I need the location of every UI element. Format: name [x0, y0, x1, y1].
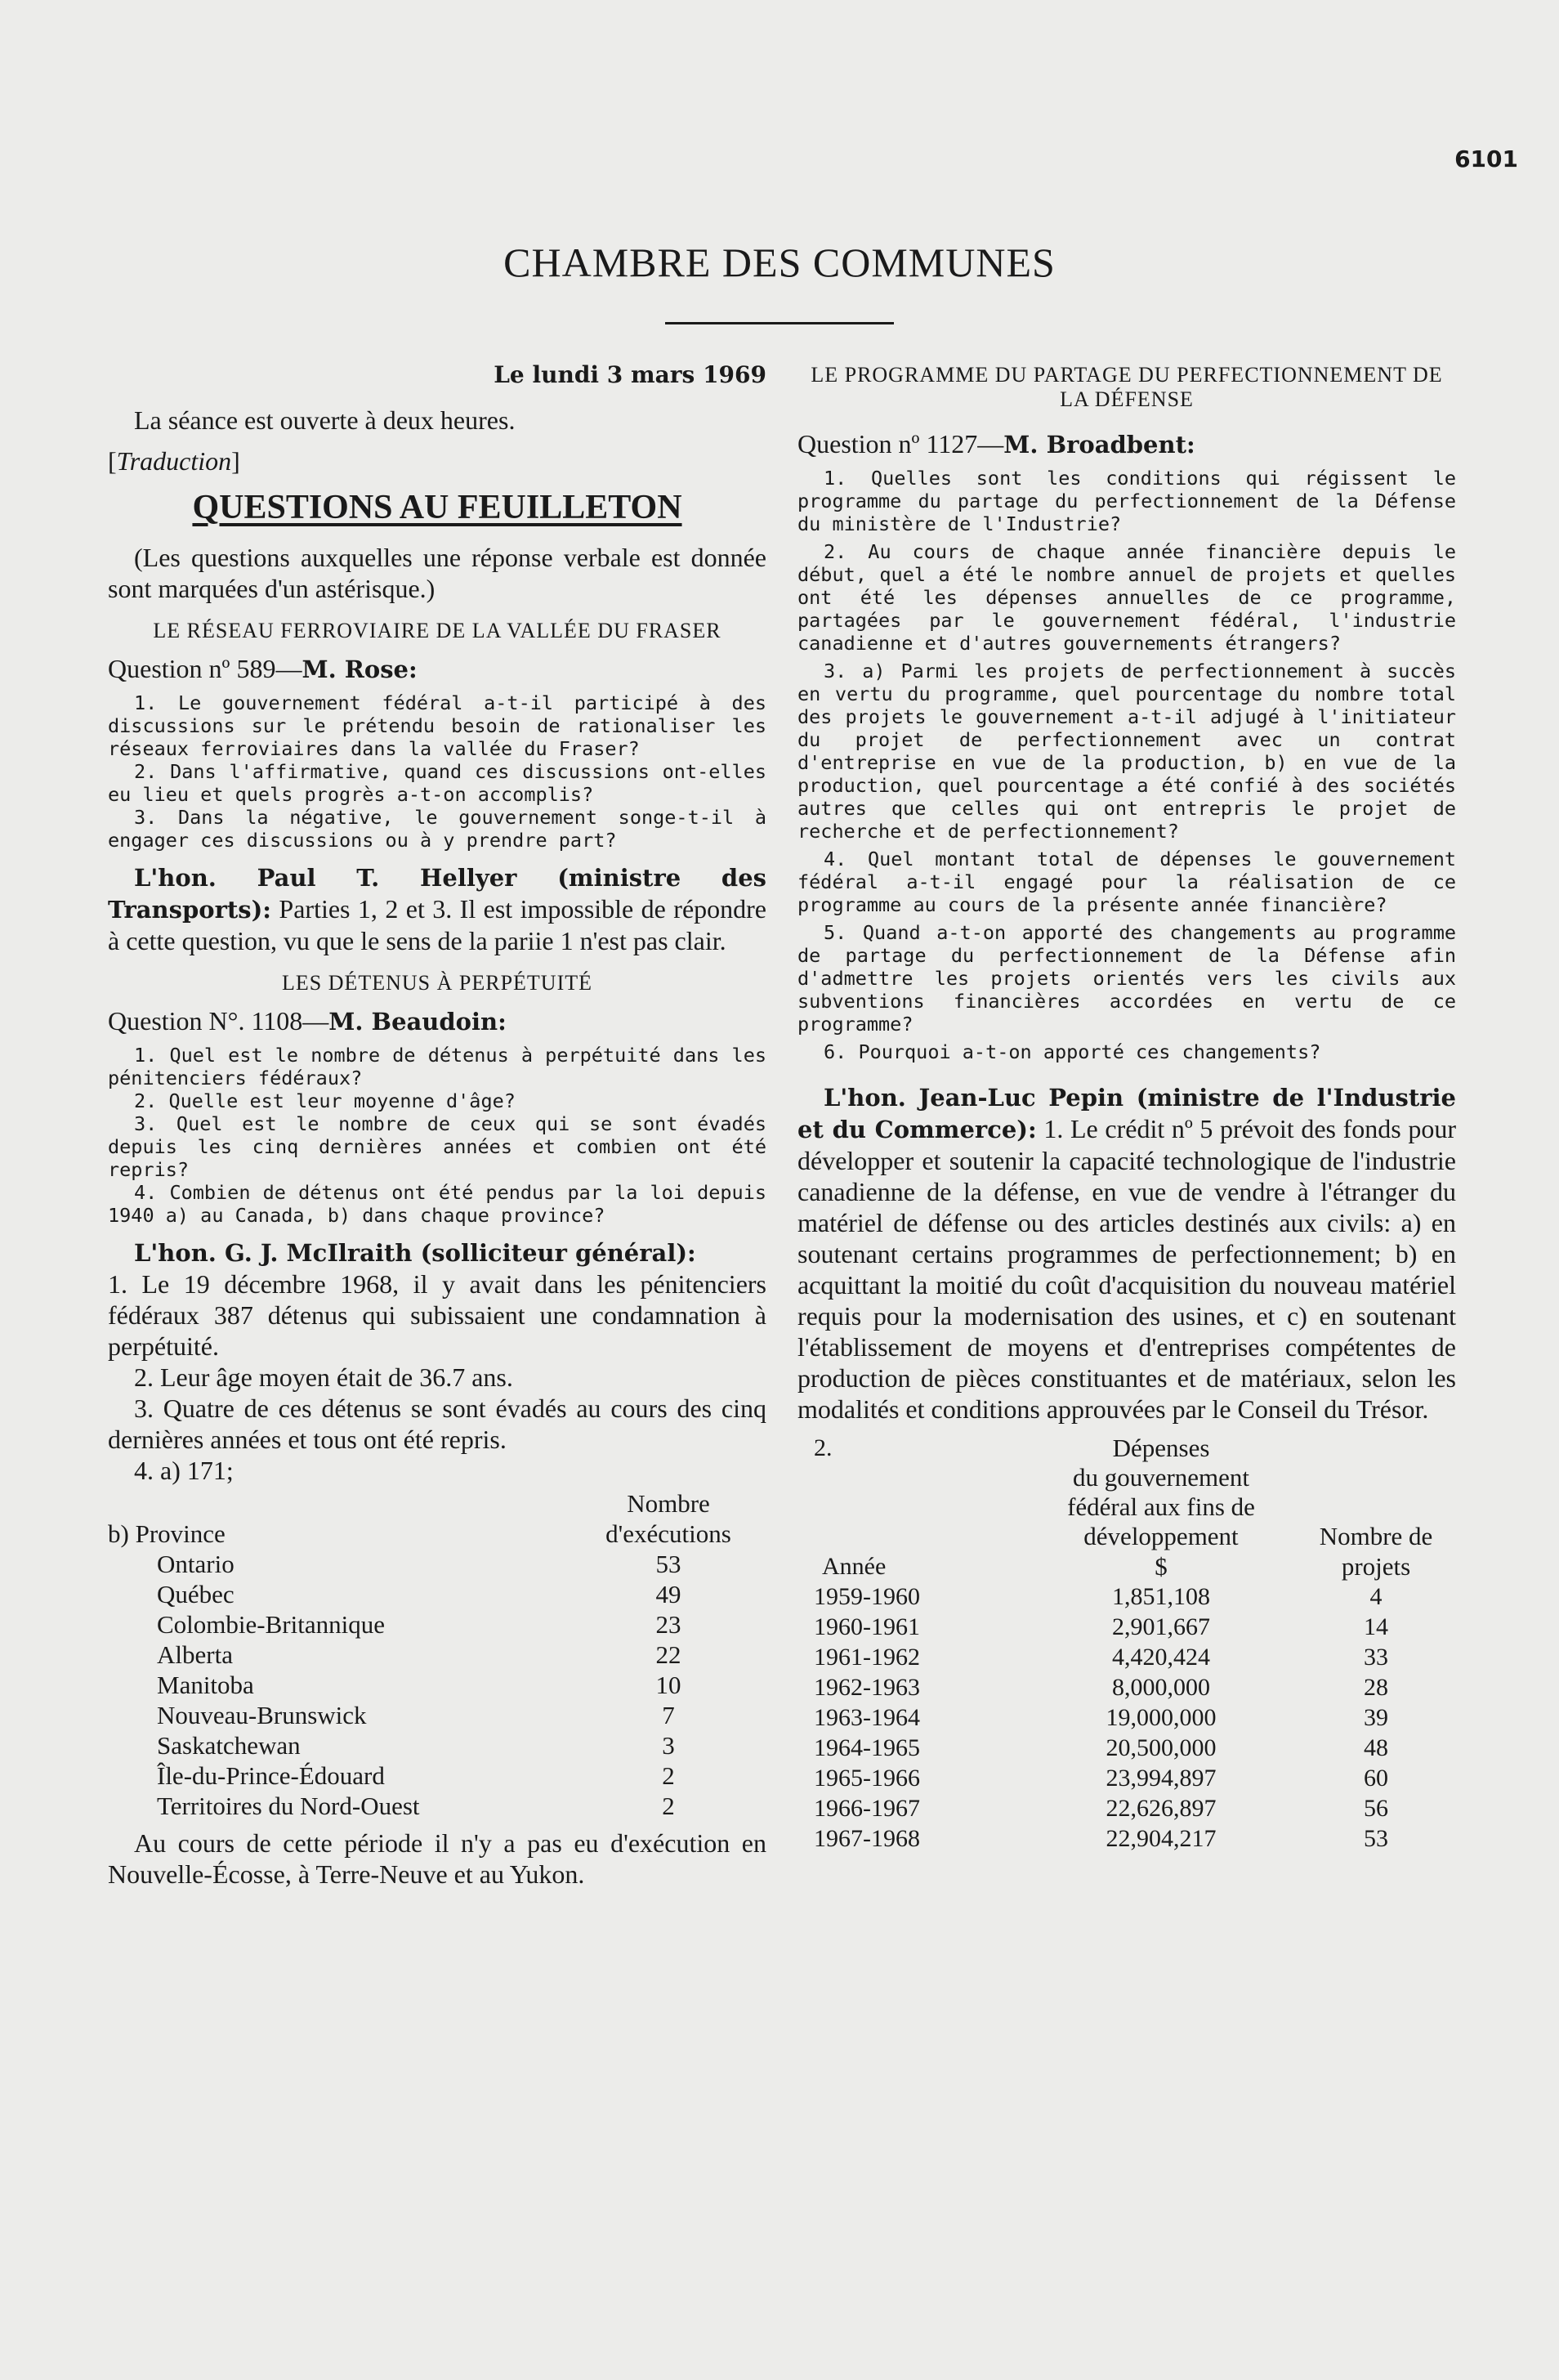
year-cell: 1963-1964 — [814, 1704, 920, 1731]
table-row — [108, 1549, 766, 1579]
q1108-answer-para: 1. Le 19 décembre 1968, il y avait dans les pénitenciers fédéraux 387 détenus qui subissaient une condamnation à perpétuité. — [108, 1269, 766, 1361]
q589-answer-text: Parties 1, 2 et 3. Il est impossible de répondre à cette question, vu que le sens de la pariie 1 n'est pas clair. — [108, 894, 766, 955]
amount-cell: 2,901,667 — [1112, 1613, 1210, 1640]
q1108-answer-speaker-line — [108, 1237, 766, 1268]
table-header-row — [797, 1522, 1456, 1551]
province-cell: Ontario — [157, 1550, 235, 1578]
table-row — [797, 1702, 1456, 1733]
q1127-items — [797, 467, 1456, 1063]
q589-item: 1. Le gouvernement fédéral a-t-il participé à des discussions sur le prétendu besoin de rationaliser les réseaux ferroviaires dans la vallée du Fraser? — [108, 691, 766, 760]
q1108-item: 4. Combien de détenus ont été pendus par la loi depuis 1940 a) au Canada, b) dans chaque province? — [108, 1181, 766, 1227]
section-title: QUESTIONS AU FEUILLETON — [192, 489, 682, 526]
q1108-item: 1. Quel est le nombre de détenus à perpétuité dans les pénitenciers fédéraux? — [108, 1044, 766, 1089]
left-column — [108, 356, 766, 1890]
q589-member: M. Rose: — [302, 655, 418, 683]
count-cell: 10 — [655, 1671, 681, 1699]
q589-items — [108, 691, 766, 852]
q589-label — [108, 653, 766, 685]
count-cell: 7 — [662, 1701, 675, 1729]
count-cell: 49 — [655, 1580, 681, 1608]
q1108-closing: Au cours de cette période il n'y a pas eu d'exécution en Nouvelle-Écosse, à Terre-Neuve et au Yukon. — [108, 1828, 766, 1889]
q1108-label — [108, 1005, 766, 1037]
table-header-cell: du gouvernement — [1072, 1463, 1250, 1492]
province-cell: Colombie-Britannique — [157, 1610, 385, 1639]
table-header-cell — [797, 1492, 1026, 1522]
development-table — [797, 1433, 1456, 1854]
table-header-cell: développement — [1083, 1522, 1239, 1550]
province-cell: Nouveau-Brunswick — [157, 1701, 367, 1729]
table-row — [108, 1791, 766, 1821]
year-cell: 1960-1961 — [814, 1613, 920, 1640]
projects-cell: 56 — [1364, 1795, 1388, 1822]
province-cell: Saskatchewan — [157, 1731, 301, 1760]
page-number: 6101 — [1454, 145, 1518, 172]
table-header-cell — [108, 1489, 570, 1519]
year-cell: 1959-1960 — [814, 1583, 920, 1610]
year-cell: 1966-1967 — [814, 1795, 920, 1822]
intro-note: (Les questions auxquelles une réponse verbale est donnée sont marquées d'un astérisque.) — [108, 543, 766, 603]
projects-cell: 53 — [1364, 1825, 1388, 1852]
q1108-heading: LES DÉTENUS À PERPÉTUITÉ — [281, 971, 593, 995]
table-header-cell: Année — [822, 1553, 887, 1580]
q589-heading: LE RÉSEAU FERROVIAIRE DE LA VALLÉE DU FRASER — [153, 619, 721, 642]
projects-cell: 4 — [1369, 1583, 1383, 1610]
q1127-answer-speaker: L'hon. Jean-Luc Pepin (ministre de l'Industrie et du Commerce): — [797, 1084, 1456, 1143]
q1108-number: Question N°. 1108— — [108, 1006, 329, 1036]
table-header-cell: Nombre de — [1319, 1522, 1433, 1550]
table-header-cell — [797, 1463, 1026, 1492]
amount-cell: 19,000,000 — [1106, 1704, 1217, 1731]
q1108-answer-speaker: L'hon. G. J. McIlraith (solliciteur général): — [134, 1239, 696, 1267]
amount-cell: 20,500,000 — [1106, 1734, 1217, 1761]
count-cell: 22 — [655, 1640, 681, 1669]
q1127-number: Question nº 1127— — [797, 429, 1004, 459]
province-cell: Manitoba — [157, 1671, 254, 1699]
projects-cell: 28 — [1364, 1674, 1388, 1701]
table-header-cell: Dépenses — [1112, 1434, 1210, 1462]
opening-line: La séance est ouverte à deux heures. — [134, 405, 516, 435]
amount-cell: 23,994,897 — [1106, 1765, 1217, 1792]
count-cell: 2 — [662, 1792, 675, 1820]
table-row — [108, 1730, 766, 1760]
count-cell: 53 — [655, 1550, 681, 1578]
table-header-cell: b) Province — [108, 1519, 226, 1548]
q589-answer — [108, 861, 766, 956]
projects-cell: 60 — [1364, 1765, 1388, 1792]
table-header-cell: Nombre — [627, 1489, 710, 1518]
table-row — [797, 1763, 1456, 1793]
q1108-items — [108, 1044, 766, 1227]
table-row — [108, 1579, 766, 1609]
q1108-member: M. Beaudoin: — [328, 1008, 507, 1036]
province-cell: Alberta — [157, 1640, 233, 1669]
q1108-answer-para: 3. Quatre de ces détenus se sont évadés au cours des cinq dernières années et tous ont été repris. — [108, 1394, 766, 1454]
q589-item: 2. Dans l'affirmative, quand ces discussions ont-elles eu lieu et quels progrès a-t-on accomplis? — [108, 760, 766, 806]
amount-cell: 22,904,217 — [1106, 1825, 1217, 1852]
amount-cell: 4,420,424 — [1112, 1644, 1210, 1671]
traduction-label: Traduction — [116, 446, 232, 476]
table-header-cell — [1296, 1492, 1456, 1522]
q589-item: 3. Dans la négative, le gouvernement songe-t-il à engager ces discussions ou à y prendre part? — [108, 806, 766, 852]
amount-cell: 1,851,108 — [1112, 1583, 1210, 1610]
amount-cell: 22,626,897 — [1106, 1795, 1217, 1822]
q1108-item: 2. Quelle est leur moyenne d'âge? — [134, 1089, 516, 1112]
q1108-item: 3. Quel est le nombre de ceux qui se sont évadés depuis les cinq dernières années et combien ont été repris? — [108, 1112, 766, 1181]
q1127-item: 1. Quelles sont les conditions qui régissent le programme du partage du perfectionnement de la Défense du ministère de l'Industrie? — [797, 467, 1456, 535]
table-header-cell: projets — [1341, 1552, 1411, 1581]
table-header-cell — [1296, 1433, 1456, 1463]
table-row — [797, 1581, 1456, 1612]
masthead: CHAMBRE DES COMMUNES — [503, 239, 1056, 285]
masthead-rule — [665, 322, 894, 324]
executions-table — [108, 1489, 766, 1821]
q1108-answer-para: 4. a) 171; — [134, 1456, 234, 1485]
table-header-cell: $ — [1155, 1552, 1168, 1581]
table-row — [797, 1612, 1456, 1642]
table-row — [797, 1823, 1456, 1854]
q589-number: Question nº 589— — [108, 654, 302, 683]
table-header-row — [108, 1489, 766, 1519]
q1127-heading: LE PROGRAMME DU PARTAGE DU PERFECTIONNEMENT DE LA DÉFENSE — [811, 363, 1443, 411]
projects-cell: 14 — [1364, 1613, 1388, 1640]
q1127-item: 6. Pourquoi a-t-on apporté ces changements? — [824, 1040, 1321, 1063]
year-cell: 1961-1962 — [814, 1644, 920, 1671]
q589-answer-speaker: L'hon. Paul T. Hellyer (ministre des Transports): — [108, 864, 766, 924]
q1127-item: 3. a) Parmi les projets de perfectionnement à succès en vertu du programme, quel pourcentage du nombre total des projets le gouvernement a-t-il adjugé à l'initiateur du projet de perfectionnement avec un contrat d'entreprise en vue de la production, b) en vue de la production, quel pourcentage a été confié à des sociétés autres que celles qui ont entrepris le projet de recherche et de perfectionnement? — [797, 660, 1456, 843]
q1127-item: 5. Quand a-t-on apporté des changements au programme de partage du perfectionnement de la Défense afin d'admettre les projets orientés vers les civils aux subventions financières accordées en vertu de ce programme? — [797, 921, 1456, 1036]
table-header-row — [108, 1519, 766, 1549]
table-header-row — [797, 1551, 1456, 1581]
q1127-member: M. Broadbent: — [1003, 431, 1195, 459]
right-column — [797, 356, 1456, 1854]
item-number: 2. — [814, 1434, 833, 1461]
table-header-cell: d'exécutions — [605, 1519, 731, 1548]
q1127-answer — [797, 1081, 1456, 1425]
table-row — [797, 1793, 1456, 1823]
q1127-answer-text: 1. Le crédit nº 5 prévoit des fonds pour développer et soutenir la capacité technologique de l'industrie canadienne de la défense, en vue de vendre à l'étranger du matériel de défense ou des articles destinés aux civils: a) en soutenant certains programmes de perfectionnement; b) en acquittant la moitié du coût d'acquisition du nouveau matériel requis pour la modernisation des usines, et c) en soutenant l'établissement de moyens et d'entreprises compétentes de production de pièces constituantes et de matériaux, selon les modalités et conditions approuvées par le Conseil du Trésor. — [797, 1114, 1457, 1424]
table-header-row — [797, 1463, 1456, 1492]
year-cell: 1962-1963 — [814, 1674, 920, 1701]
projects-cell: 48 — [1364, 1734, 1388, 1761]
table-row — [108, 1670, 766, 1700]
q1127-item: 2. Au cours de chaque année financière depuis le début, quel a été le nombre annuel de projets et quelles ont été les dépenses annuelles de ce programme, partagées par le gouvernement fédéral, l'industrie canadienne et d'autres gouvernements étrangers? — [797, 540, 1456, 655]
sitting-date: Le lundi 3 mars 1969 — [494, 361, 766, 388]
year-cell: 1965-1966 — [814, 1765, 920, 1792]
q1127-label — [797, 428, 1456, 460]
table-row — [108, 1609, 766, 1640]
province-cell: Île-du-Prince-Édouard — [157, 1761, 385, 1790]
table-row — [797, 1672, 1456, 1702]
table-row — [108, 1640, 766, 1670]
table-row — [797, 1642, 1456, 1672]
traduction-note: [Traduction] — [108, 446, 240, 476]
province-cell: Territoires du Nord-Ouest — [157, 1792, 420, 1820]
q1108-answer-para: 2. Leur âge moyen était de 36.7 ans. — [134, 1362, 513, 1392]
province-cell: Québec — [157, 1580, 235, 1608]
count-cell: 23 — [655, 1610, 681, 1639]
table-header-cell — [1296, 1463, 1456, 1492]
projects-cell: 33 — [1364, 1644, 1388, 1671]
table-header-row — [797, 1433, 1456, 1463]
year-cell: 1964-1965 — [814, 1734, 920, 1761]
projects-cell: 39 — [1364, 1704, 1388, 1731]
table-row — [797, 1733, 1456, 1763]
year-cell: 1967-1968 — [814, 1825, 920, 1852]
table-header-row — [797, 1492, 1456, 1522]
count-cell: 3 — [662, 1731, 675, 1760]
amount-cell: 8,000,000 — [1112, 1674, 1210, 1701]
table-row — [108, 1700, 766, 1730]
count-cell: 2 — [662, 1761, 675, 1790]
table-row — [108, 1760, 766, 1791]
table-header-cell — [797, 1522, 1026, 1551]
q1127-item: 4. Quel montant total de dépenses le gouvernement fédéral a-t-il engagé pour la réalisation de ce programme au cours de la présente année financière? — [797, 848, 1456, 916]
table-header-cell: fédéral aux fins de — [1067, 1492, 1255, 1521]
